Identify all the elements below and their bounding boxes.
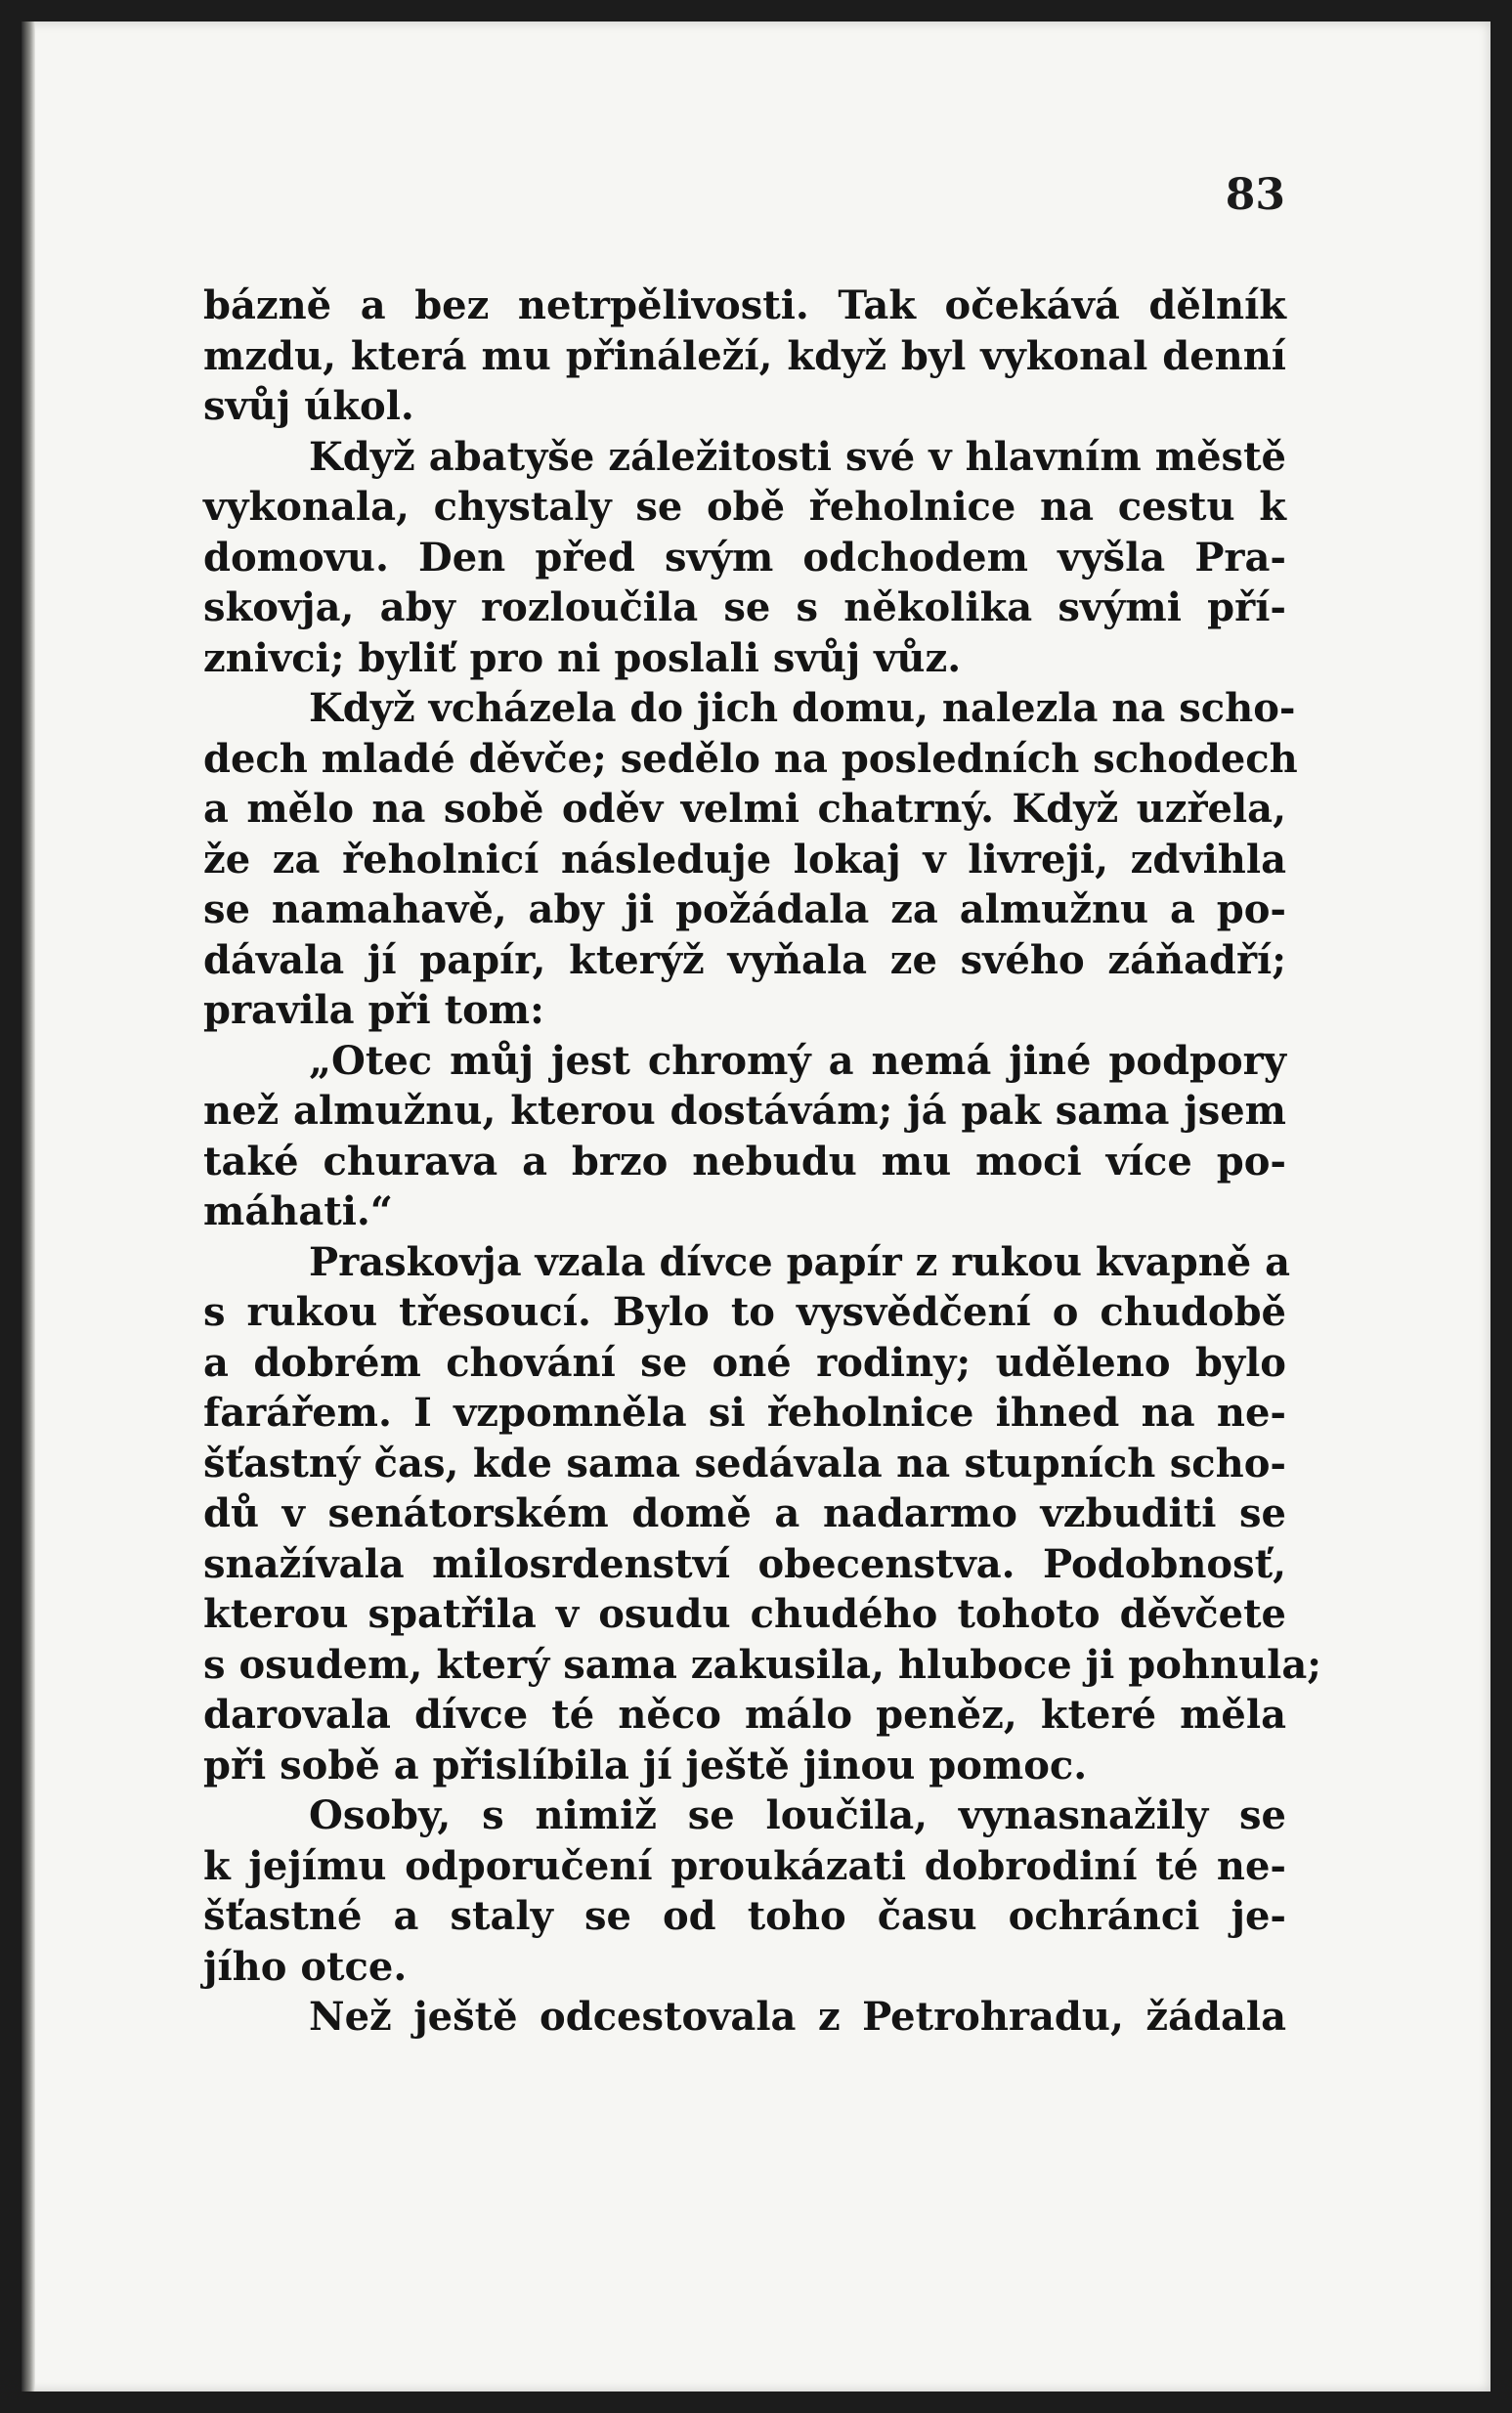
text-line: také churava a brzo nebudu mu moci více po- — [203, 1138, 1286, 1185]
text-line: Osoby, s nimiž se loučila, vynasnažily se — [309, 1792, 1286, 1838]
text-line: a mělo na sobě oděv velmi chatrný. Když uzřela, — [203, 786, 1286, 832]
page-number: 83 — [1225, 170, 1285, 220]
text-line: jího otce. — [203, 1943, 408, 1990]
text-line: s osudem, který sama zakusila, hluboce ji pohnula; — [203, 1641, 1322, 1688]
text-line: pravila při tom: — [203, 987, 544, 1033]
text-line: máhati.“ — [203, 1188, 393, 1234]
text-line: šťastný čas, kde sama sedávala na stupních scho- — [203, 1440, 1286, 1487]
text-line: „Otec můj jest chromý a nemá jiné podpory — [309, 1037, 1286, 1084]
text-line: při sobě a přislíbila jí ještě jinou pomoc. — [203, 1742, 1088, 1788]
text-line: mzdu, která mu přináleží, když byl vykonal denní — [203, 332, 1286, 379]
text-line: Když vcházela do jich domu, nalezla na scho- — [309, 685, 1296, 731]
text-line: Praskovja vzala dívce papír z rukou kvapně a — [309, 1238, 1291, 1285]
text-line: znivci; byliť pro ni poslali svůj vůz. — [203, 634, 962, 681]
text-line: dávala jí papír, kterýž vyňala ze svého záňadří; — [203, 936, 1286, 983]
text-line: kterou spatřila v osudu chudého tohoto děvčete — [203, 1591, 1286, 1637]
text-line: dů v senátorském domě a nadarmo vzbuditi se — [203, 1490, 1286, 1536]
text-line: Když abatyše záležitosti své v hlavním městě — [309, 433, 1286, 480]
text-line: domovu. Den před svým odchodem vyšla Pra- — [203, 534, 1286, 581]
text-line: vykonala, chystaly se obě řeholnice na cestu k — [203, 484, 1286, 530]
text-line: snažívala milosrdenství obecenstva. Podobnosť, — [203, 1540, 1286, 1587]
text-line: k jejímu odporučení proukázati dobrodiní té ne- — [203, 1842, 1286, 1889]
text-line: se namahavě, aby ji požádala za almužnu a po- — [203, 886, 1286, 932]
text-line: dech mladé děvče; sedělo na posledních schodech — [203, 735, 1298, 782]
text-line: a dobrém chování se oné rodiny; uděleno bylo — [203, 1339, 1286, 1386]
text-line: šťastné a staly se od toho času ochránci je- — [203, 1893, 1286, 1939]
body-text — [203, 280, 1322, 2043]
text-line: s rukou třesoucí. Bylo to vysvědčení o chudobě — [203, 1289, 1286, 1335]
text-line: darovala dívce té něco málo peněz, které měla — [203, 1692, 1286, 1738]
text-line: že za řeholnicí následuje lokaj v livreji, zdvihla — [203, 836, 1286, 883]
text-line: bázně a bez netrpělivosti. Tak očekává dělník — [203, 282, 1286, 328]
text-line: svůj úkol. — [203, 383, 414, 429]
text-line: než almužnu, kterou dostávám; já pak sama jsem — [203, 1088, 1286, 1134]
text-line: Než ještě odcestovala z Petrohradu, žádala — [309, 1994, 1286, 2040]
text-line: skovja, aby rozloučila se s několika svými pří- — [203, 584, 1286, 630]
binding-edge — [22, 22, 35, 2391]
book-page — [22, 22, 1490, 2391]
text-line: farářem. I vzpomněla si řeholnice ihned na ne- — [203, 1390, 1286, 1436]
